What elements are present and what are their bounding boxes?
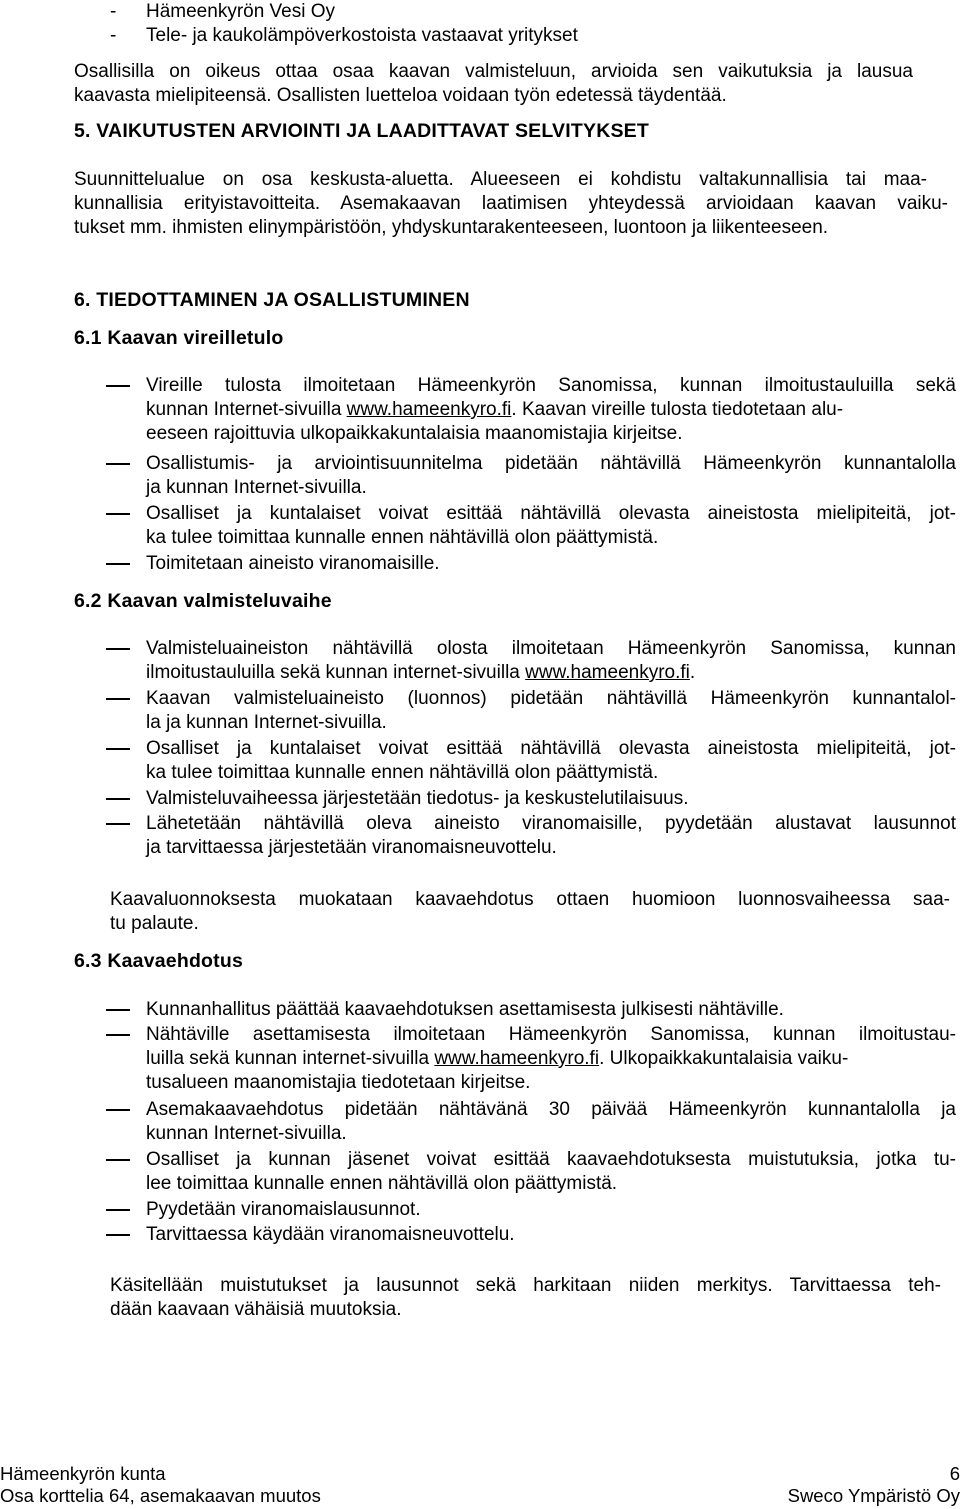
bullet-dash [106,823,130,825]
footer-project: Osa korttelia 64, asemakaavan muutos [0,1485,321,1506]
bullet-dash [106,698,130,700]
s63-b4-line-2: lee toimittaa kunnalle ennen nähtävillä olon päättymistä. [146,1173,618,1194]
section-5-line-1: Suunnittelualue on osa keskusta-aluetta. Alueeseen ei kohdistu valtakunnallisia tai maa- [74,169,927,190]
list-dash: - [110,1,117,22]
website-link[interactable]: www.hameenkyro.fi [434,1048,600,1069]
bullet-dash [106,1009,130,1011]
s61-b1-line-3: eeseen rajoittuvia ulkopaikkakuntalaisia maanomistajia kirjeitse. [146,423,683,444]
s62-b5-line-1: Lähetetään nähtävillä oleva aineisto viranomaisille, pyydetään alustavat lausunnot [146,813,956,834]
s62-b2-line-1: Kaavan valmisteluaineisto (luonnos) pidetään nähtävillä Hämeenkyrön kunnantalol- [146,688,956,709]
section-6-2-heading: 6.2 Kaavan valmisteluvaihe [74,590,332,612]
s62-b1-line-1: Valmisteluaineiston nähtävillä olosta ilmoitetaan Hämeenkyrön Sanomissa, kunnan [146,638,956,659]
website-link[interactable]: www.hameenkyro.fi [525,662,690,683]
bullet-dash [106,648,130,650]
footer-page-number: 6 [949,1463,960,1484]
list-item-2: Tele- ja kaukolämpöverkostoista vastaavat yritykset [146,25,578,46]
bullet-dash [106,1109,130,1111]
s62-b3-line-2: ka tulee toimittaa kunnalle ennen nähtävillä olon päättymistä. [146,762,659,783]
s62-b1-line-2: ilmoitustauluilla sekä kunnan internet-sivuilla www.hameenkyro.fi. [146,662,696,683]
bullet-dash [106,798,130,800]
s63-b3-line-1: Asemakaavaehdotus pidetään nähtävänä 30 päivää Hämeenkyrön kunnantalolla ja [146,1099,956,1120]
bullet-dash [106,463,130,465]
s61-b2-line-2: ja kunnan Internet-sivuilla. [146,477,367,498]
bullet-dash [106,748,130,750]
s62-para-line-1: Kaavaluonnoksesta muokataan kaavaehdotus ottaen huomioon luonnosvaiheessa saa- [110,889,950,910]
section-5-line-3: tukset mm. ihmisten elinympäristöön, yhdyskuntarakenteeseen, luontoon ja liikenteeseen. [74,217,829,238]
participants-line-2: kaavasta mielipiteensä. Osallisten luetteloa voidaan työn edetessä täydentää. [74,85,727,106]
section-6-heading: 6. TIEDOTTAMINEN JA OSALLISTUMINEN [74,289,470,311]
list-item-1: Hämeenkyrön Vesi Oy [146,1,336,22]
s62-b5-line-2: ja tarvittaessa järjestetään viranomaisneuvottelu. [146,837,557,858]
s62-b3-line-1: Osalliset ja kuntalaiset voivat esittää nähtävillä olevasta aineistosta mielipiteitä, jot- [146,738,956,759]
bullet-dash [106,563,130,565]
s61-b3-line-1: Osalliset ja kuntalaiset voivat esittää nähtävillä olevasta aineistosta mielipiteitä, jot- [146,503,956,524]
s62-b2-line-2: la ja kunnan Internet-sivuilla. [146,712,387,733]
s63-b2-line-1: Nähtäville asettamisesta ilmoitetaan Hämeenkyrön Sanomissa, kunnan ilmoitustau- [146,1024,956,1045]
s61-b2-line-1: Osallistumis- ja arviointisuunnitelma pidetään nähtävillä Hämeenkyrön kunnantalolla [146,453,956,474]
s63-b2-line-3: tusalueen maanomistajia tiedotetaan kirjeitse. [146,1072,531,1093]
section-6-3-heading: 6.3 Kaavaehdotus [74,950,244,972]
s63-b5-line-1: Pyydetään viranomaislausunnot. [146,1199,421,1220]
s61-b4-line-1: Toimitetaan aineisto viranomaisille. [146,553,440,574]
bullet-dash [106,1159,130,1161]
participants-line-1: Osallisilla on oikeus ottaa osaa kaavan valmisteluun, arvioida sen vaikutuksia ja lausua [74,61,913,82]
s63-b3-line-2: kunnan Internet-sivuilla. [146,1123,347,1144]
s63-b1-line-1: Kunnanhallitus päättää kaavaehdotuksen asettamisesta julkisesti nähtäville. [146,999,784,1020]
s63-b2-line-2: luilla sekä kunnan internet-sivuilla www.hameenkyro.fi. Ulkopaikkakuntalaisia vaiku- [146,1048,849,1069]
footer-org: Hämeenkyrön kunta [0,1463,166,1484]
section-6-1-heading: 6.1 Kaavan vireilletulo [74,327,284,349]
section-5-line-2: kunnallisia erityistavoitteita. Asemakaavan laatimisen yhteydessä arvioidaan kaavan vaiku- [74,193,948,214]
bullet-dash [106,1034,130,1036]
s63-para-line-2: dään kaavaan vähäisiä muutoksia. [110,1299,402,1320]
s62-b4-line-1: Valmisteluvaiheessa järjestetään tiedotus- ja keskustelutilaisuus. [146,788,689,809]
s61-b3-line-2: ka tulee toimittaa kunnalle ennen nähtävillä olon päättymistä. [146,527,659,548]
s62-para-line-2: tu palaute. [110,913,199,934]
bullet-dash [106,385,130,387]
bullet-dash [106,513,130,515]
s63-b6-line-1: Tarvittaessa käydään viranomaisneuvottelu. [146,1224,515,1245]
s63-para-line-1: Käsitellään muistutukset ja lausunnot sekä harkitaan niiden merkitys. Tarvittaessa teh- [110,1275,941,1296]
s61-b1-line-1: Vireille tulosta ilmoitetaan Hämeenkyrön Sanomissa, kunnan ilmoitustauluilla sekä [146,375,956,396]
website-link[interactable]: www.hameenkyro.fi [346,399,512,420]
s61-b1-line-2: kunnan Internet-sivuilla www.hameenkyro.fi. Kaavan vireille tulosta tiedotetaan alu- [146,399,844,420]
s63-b4-line-1: Osalliset ja kunnan jäsenet voivat esittää kaavaehdotuksesta muistutuksia, jotka tu- [146,1149,956,1170]
bullet-dash [106,1209,130,1211]
footer-consultant: Sweco Ympäristö Oy [787,1485,960,1506]
bullet-dash [106,1234,130,1236]
section-5-heading: 5. VAIKUTUSTEN ARVIOINTI JA LAADITTAVAT SELVITYKSET [74,120,650,142]
list-dash: - [110,25,117,46]
